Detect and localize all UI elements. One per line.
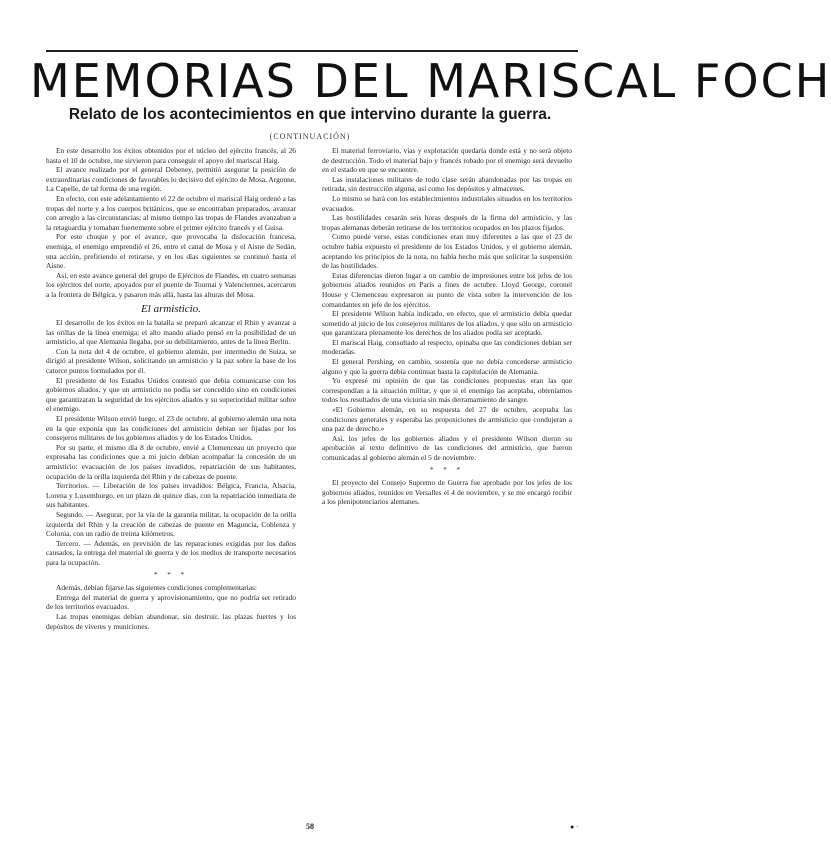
- paragraph: Yo expresé mi opinión de que las condiciones propuestas eran las que correspondían a la situación militar, y que si el enemigo las aceptaba, obteníamos todos los resultados de una victoria sin más derramamiento de sangre.: [322, 376, 572, 405]
- right-column: [322, 146, 572, 826]
- section-heading-armisticio: El armisticio.: [141, 302, 201, 315]
- paragraph: Territorios. — Liberación de los países invadidos: Bélgica, Francia, Alsacia, Lorena y Luxemburgo, en un plazo de quince días, con la repatriación inmediata de sus habitantes.: [46, 481, 296, 510]
- paragraph: Estas diferencias dieron lugar a un cambio de impresiones entre los jefes de los gobiernos aliados reunidos en París a fines de octubre. Lloyd George, coronel House y Clemenceau expresaron su punto de vista sobre la intervención de los comandantes en jefe de los ejércitos.: [322, 270, 572, 309]
- paragraph: En este desarrollo los éxitos obtenidos por el núcleo del ejército francés, al 26 hasta el 10 de octubre, me sirvieron para conseguir el apoyo del mariscal Haig.: [46, 146, 296, 165]
- paragraph: El presidente Wilson había indicado, en efecto, que el armisticio debía quedar sometido al juicio de los consejeros militares de los aliados, y que sólo un armisticio que garantizara plenamente los derechos de los aliados podía ser aceptado.: [322, 309, 572, 338]
- paragraph: El general Pershing, en cambio, sostenía que no debía concederse armisticio alguno y que la guerra debía continuar hasta la capitulación de Alemania.: [322, 357, 572, 376]
- paragraph: El mariscal Haig, consultado al respecto, opinaba que las condiciones debían ser moderadas.: [322, 337, 572, 357]
- paragraph: Entrega del material de guerra y aprovisionamiento, que no podría ser retirado de los territorios evacuados.: [46, 592, 296, 612]
- paragraph: Así, los jefes de los gobiernos aliados y el presidente Wilson dieron su aprobación al texto definitivo de las condiciones del armisticio, que fueron comunicadas al gobierno alemán el 5 de noviembre.: [322, 433, 572, 462]
- left-column: [46, 146, 296, 826]
- title-top-rule: [46, 50, 578, 52]
- page-corner-mark: ●·: [570, 823, 581, 831]
- paragraph: Tercero. — Además, en previsión de las reparaciones exigidas por los daños causados, la entrega del material de guerra y de los medios de transporte necesarios para la ocupación.: [46, 538, 296, 567]
- paragraph: Las hostilidades cesarán seis horas después de la firma del armisticio, y las tropas alemanas deberán retirarse de los territorios ocupados en los plazos fijados.: [322, 213, 572, 232]
- paragraph: El material ferroviario, vías y explotación quedaría donde está y no será objeto de destrucción. Todo el material bajo y francés robado por el enemigo será devuelto en el estado en que se encuentre.: [322, 146, 572, 175]
- paragraph: Así, en este avance general del grupo de Ejércitos de Flandes, en cuatro semanas los ejércitos del norte, apoyados por el puente de Tournai y Valenciennes, acercaron a la frontera de Bélgica, y pasaron más allá, hasta las alturas del Mosa.: [46, 270, 296, 299]
- paragraph: El proyecto del Consejo Supremo de Guerra fue aprobado por los jefes de los gobiernos aliados, reunidos en Versalles el 4 de noviembre, y se me encargó recibir a los plenipotenciarios alemanes.: [322, 478, 572, 507]
- paragraph: Con la nota del 4 de octubre, el gobierno alemán, por intermedio de Suiza, se dirigió al presidente Wilson, solicitando un armisticio y la paz sobre la base de los catorce puntos formulados por él.: [46, 346, 296, 376]
- paragraph: En efecto, con este adelantamiento el 22 de octubre el mariscal Haig ordenó a las tropas del norte y a los cuerpos británicos, que se encontraban preparados, avanzar con arreglo a las circunstancias; al mismo tiempo las tropas de Flandes avanzaban a la retaguardia y tomaban fuertemente sobre el primer ejército francés y el Guisa.: [46, 193, 296, 232]
- section-separator: * * *: [430, 465, 464, 474]
- paragraph: Por su parte, el mismo día 8 de octubre, envié a Clemenceau un proyecto que expresaba las condiciones que a mi juicio debían acompañar la concesión de un armisticio: evacuación de los países invadidos, repatriación de sus habitantes, ocupación de la orilla izquierda del Rhin y de cabezas de puente.: [46, 442, 296, 481]
- paragraph: «El Gobierno alemán, en su respuesta del 27 de octubre, aceptaba las condiciones generales y esperaba las proposiciones de armisticio que condujeran a una paz de derecho.»: [322, 405, 572, 434]
- paragraph: Como puede verse, estas condiciones eran muy diferentes a las que el 23 de octubre había expuesto el presidente de los Estados Unidos, y el gobierno alemán, aceptando los principios de la nota, no había hecho más que solicitar la suspensión de las hostilidades.: [322, 232, 572, 271]
- paragraph: Por este choque y por el avance, que provocaba la dislocación francesa, enemiga, el enemigo emprendió el 26, entre el canal de Mosa y el Aisne de Sedán, una acción, prefiriendo el retirarse, y en los días siguientes se continuó hasta el Aisne.: [46, 232, 296, 271]
- page-number: 58: [306, 822, 314, 831]
- paragraph: El desarrollo de los éxitos en la batalla se preparó alcanzar el Rhin y avanzar a las orillas de la línea enemiga; el alto mando aliado pensó en la posibilidad de un armisticio, al que Alemania llegaba, por su debilitamiento, antes de la línea Berlín.: [46, 318, 296, 347]
- paragraph: Las tropas enemigas debían abandonar, sin destruir, las plazas fuertes y los depósitos de víveres y municiones.: [46, 611, 296, 631]
- paragraph: Además, debían fijarse las siguientes condiciones complementarias:: [56, 583, 257, 593]
- paragraph: Las instalaciones militares de todo clase serán abandonadas por las tropas en retirada, sin destrucción alguna, así como los depósitos y almacenes.: [322, 174, 572, 194]
- article-subtitle: Relato de los acontecimientos en que intervino durante la guerra.: [68, 106, 552, 123]
- section-separator: * * *: [154, 570, 188, 579]
- article-title: MEMORIAS DEL MARISCAL FOCH: [30, 54, 831, 108]
- paragraph: Segundo. — Asegurar, por la vía de la garantía militar, la ocupación de la orilla izquierda del Rhin y la creación de cabezas de puente en Maguncia, Coblenza y Colonia, con un radio de treinta kilómetros.: [46, 509, 296, 539]
- continuation-note: (CONTINUACIÓN): [269, 132, 351, 141]
- paragraph: El presidente de los Estados Unidos contestó que debía comunicarse con los gobiernos aliados, y que un armisticio no podía ser concedido sino en condiciones que garantizaran la seguridad de los ejércitos aliados y su superioridad militar sobre el enemigo.: [46, 375, 296, 414]
- paragraph: El avance realizado por el general Debeney, permitió asegurar la posición de extraordinarias condiciones de favorables lo decisivo del ejército de Mosa, Argonne, La Capelle, de tal forma de una región.: [46, 165, 296, 194]
- paragraph: El presidente Wilson envió luego, el 23 de octubre, al gobierno alemán una nota en la que exponía que las condiciones del armisticio debían ser fijadas por los consejeros militares de los gobiernos aliados y de los Estados Unidos.: [46, 414, 296, 443]
- paragraph: Lo mismo se hará con los establecimientos industriales situados en los territorios evacuados.: [322, 193, 572, 213]
